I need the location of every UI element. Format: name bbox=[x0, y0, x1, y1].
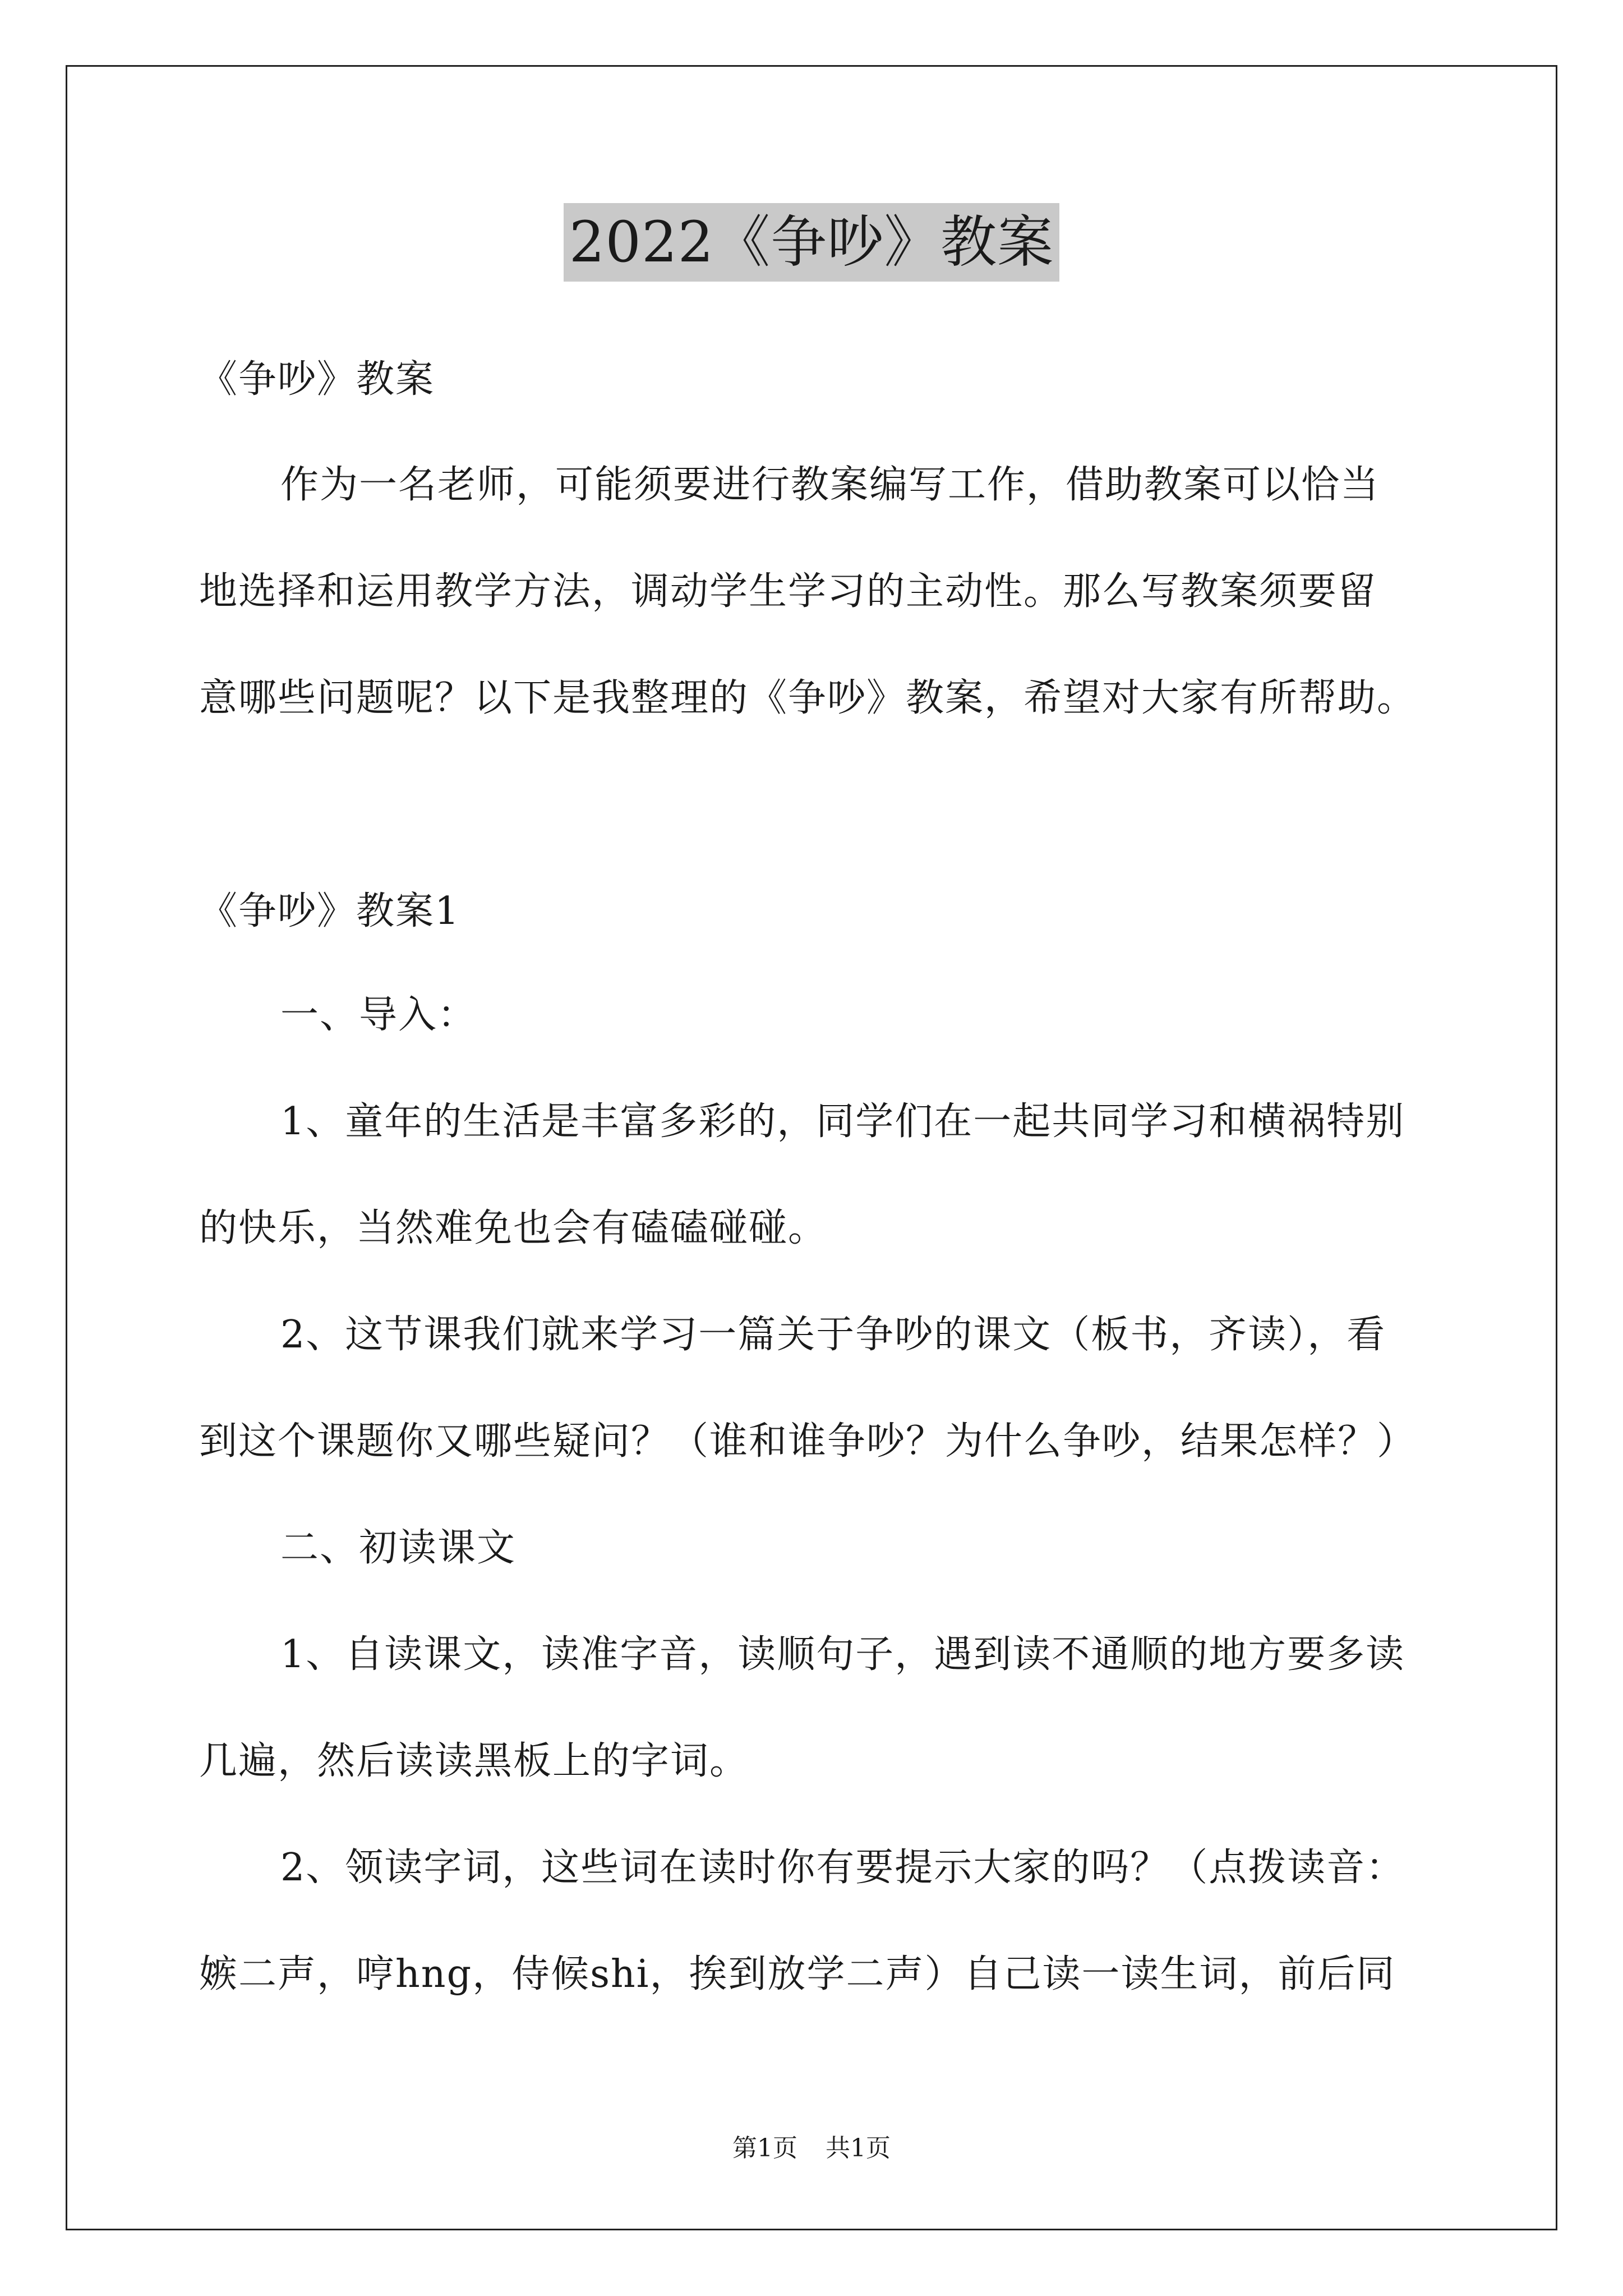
page-footer bbox=[0, 2132, 1623, 2165]
section-heading: 《争吵》教案1 bbox=[199, 889, 460, 933]
page-number: 第1页 bbox=[732, 2134, 797, 2162]
paragraph-line: 1、童年的生活是丰富多彩的，同学们在一起共同学习和横祸特别 bbox=[280, 1099, 1405, 1144]
paragraph-line: 2、领读字词，这些词在读时你有要提示大家的吗？（点拨读音： bbox=[280, 1846, 1405, 1890]
title-container bbox=[0, 203, 1623, 282]
paragraph-line: 作为一名老师，可能须要进行教案编写工作，借助教案可以恰当 bbox=[280, 463, 1380, 507]
paragraph-line: 几遍，然后读读黑板上的字词。 bbox=[199, 1739, 749, 1783]
paragraph-line: 地选择和运用教学方法，调动学生学习的主动性。那么写教案须要留 bbox=[199, 569, 1377, 614]
subheading: 二、初读课文 bbox=[280, 1526, 517, 1570]
paragraph-line: 嫉二声，哼hng，侍候shi，挨到放学二声）自己读一读生词，前后同 bbox=[199, 1952, 1396, 1996]
paragraph-line: 的快乐，当然难免也会有磕磕碰碰。 bbox=[199, 1206, 828, 1250]
paragraph-line: 2、这节课我们就来学习一篇关于争吵的课文（板书，齐读），看 bbox=[280, 1313, 1386, 1357]
section-heading: 《争吵》教案 bbox=[199, 357, 435, 402]
paragraph-line: 到这个课题你又哪些疑问？（谁和谁争吵？为什么争吵，结果怎样？） bbox=[199, 1419, 1417, 1464]
paragraph-line: 1、自读课文，读准字音，读顺句子，遇到读不通顺的地方要多读 bbox=[280, 1632, 1405, 1677]
subheading: 一、导入： bbox=[280, 993, 477, 1037]
page-total: 共1页 bbox=[826, 2134, 891, 2162]
document-title: 2022《争吵》教案 bbox=[564, 203, 1060, 282]
paragraph-line: 意哪些问题呢？以下是我整理的《争吵》教案，希望对大家有所帮助。 bbox=[199, 676, 1417, 720]
